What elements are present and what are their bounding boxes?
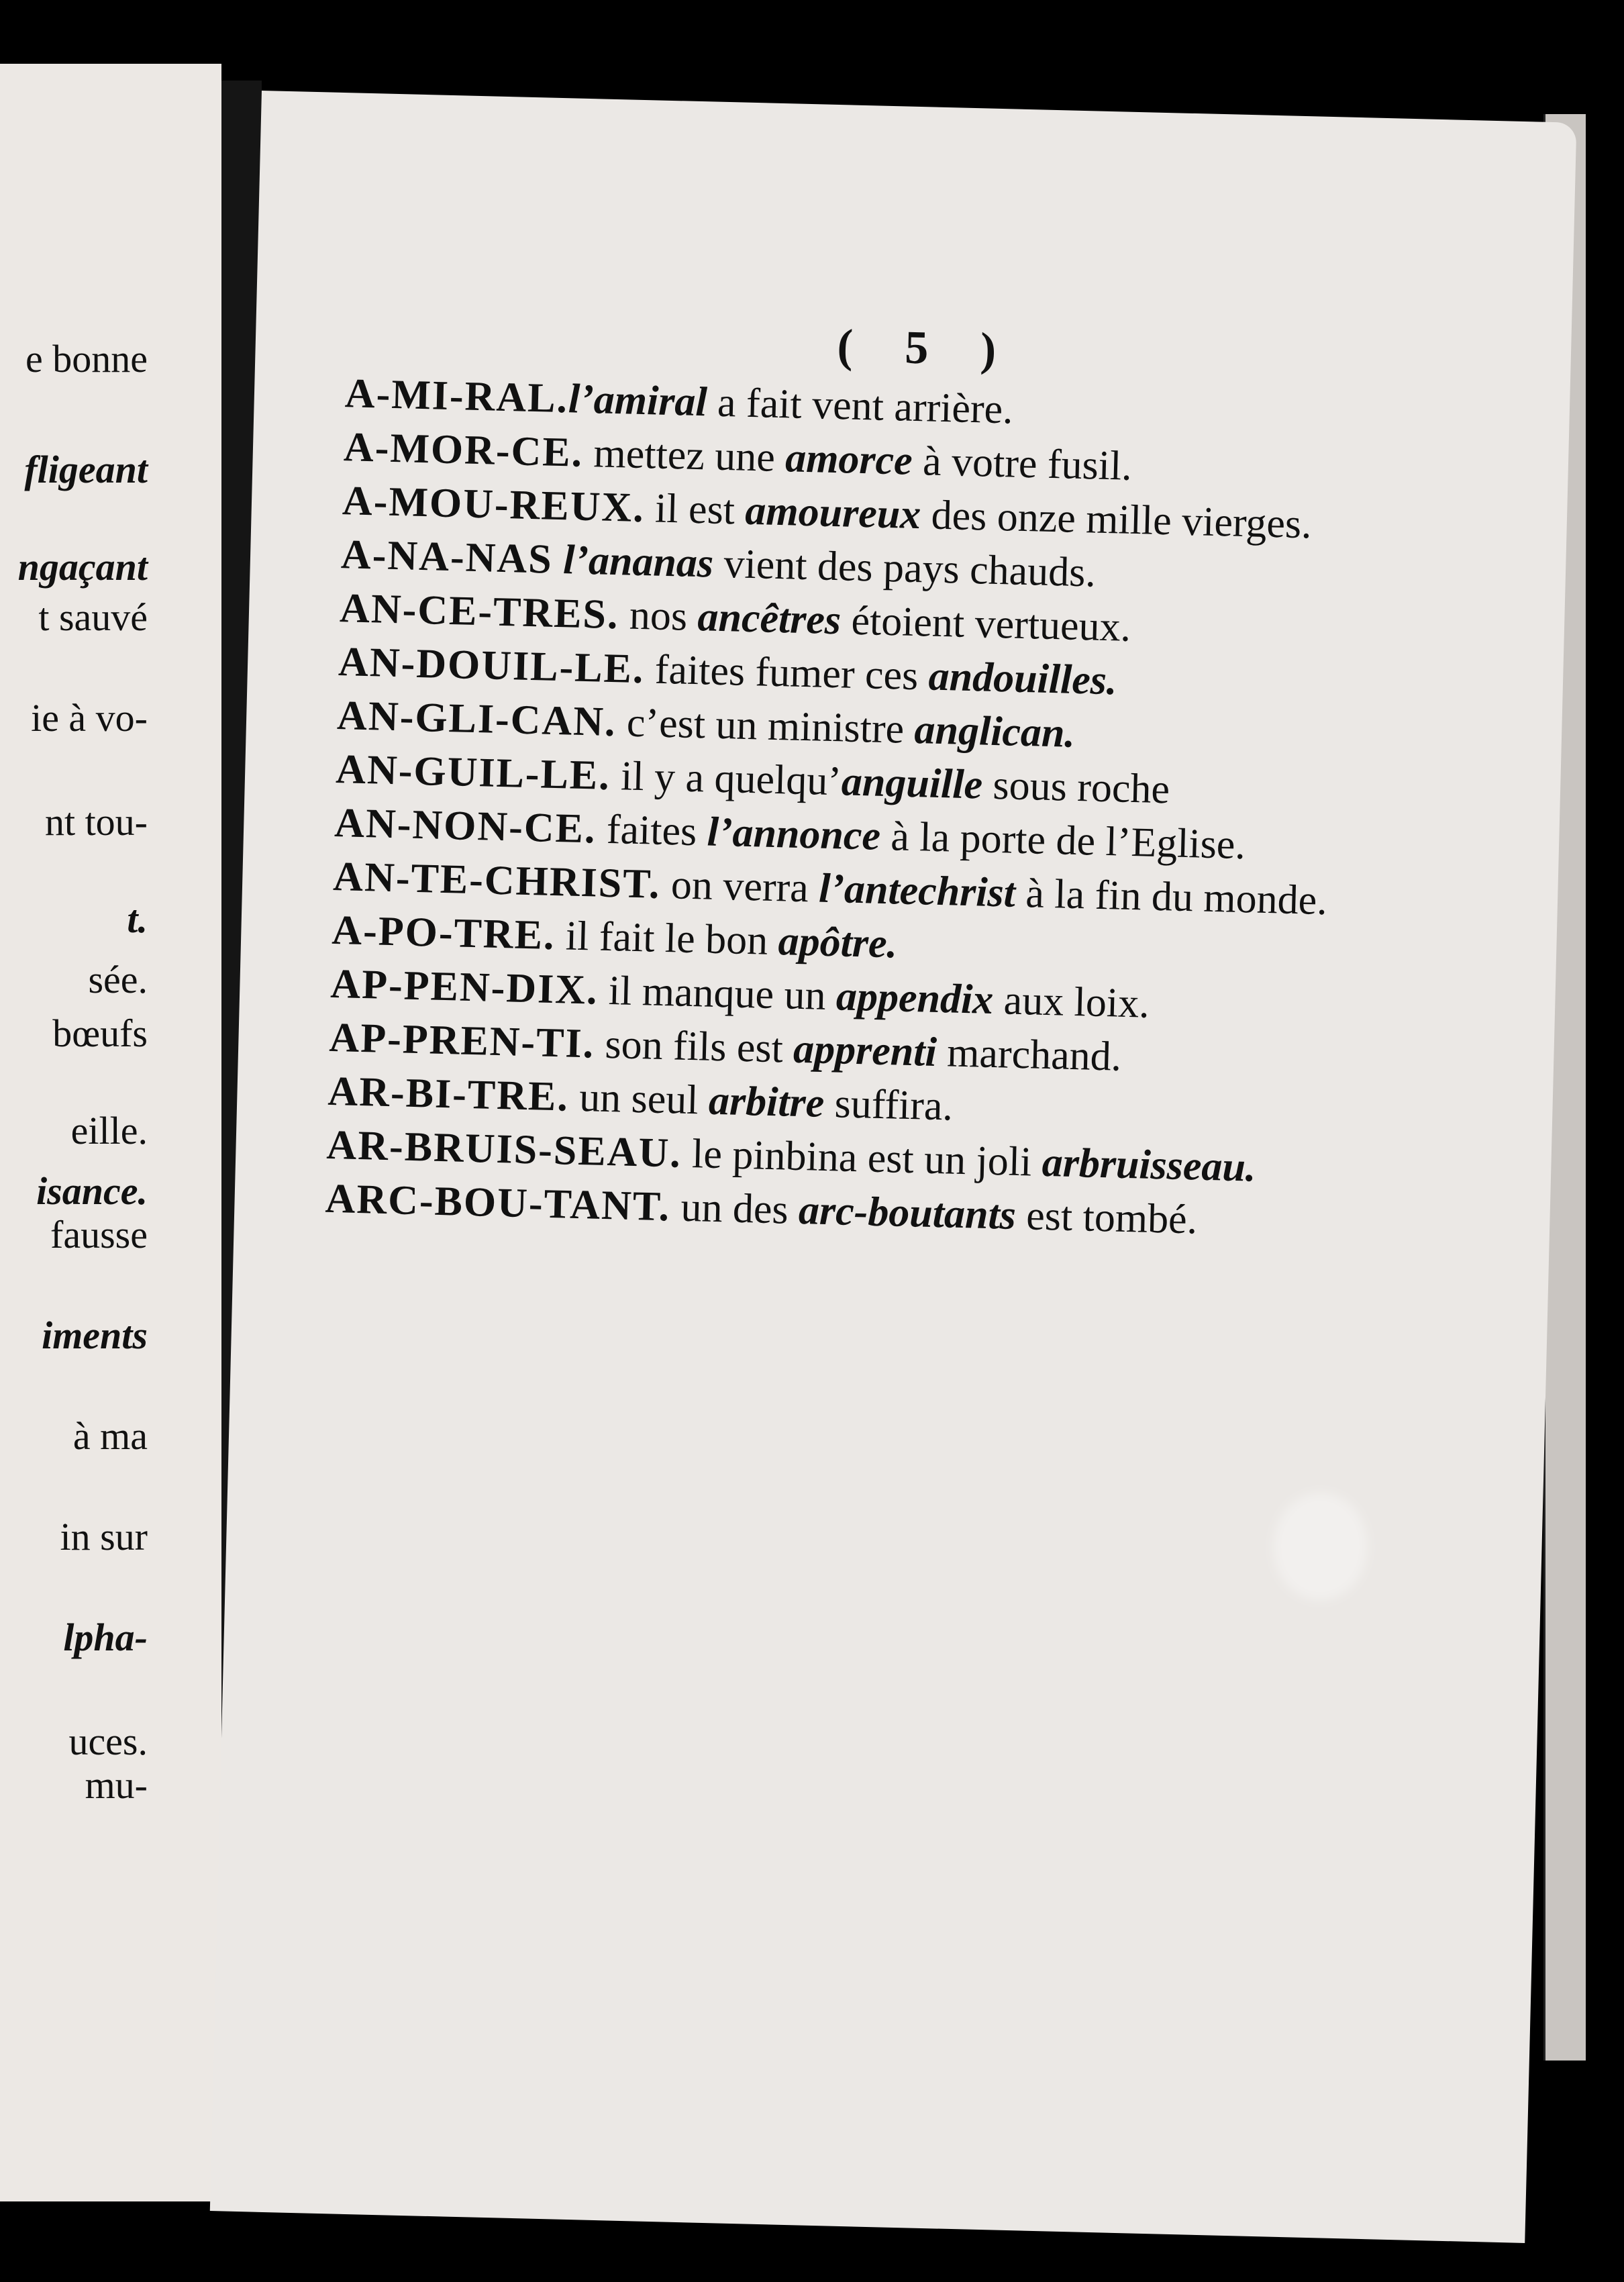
entry-text: suffira. (823, 1080, 954, 1130)
headword: AN-CE-TRES. (339, 585, 620, 638)
left-page-fragment: lpha- (63, 1616, 148, 1659)
headword: AP-PREN-TI. (328, 1014, 595, 1067)
entry-text: nos (618, 592, 699, 640)
book-page (210, 91, 1577, 2243)
left-page-fragment: à ma (72, 1414, 148, 1458)
left-page-fragment: ie à vo- (31, 696, 148, 740)
headword: AR-BRUIS-SEAU. (325, 1122, 682, 1177)
headword: AN-GLI-CAN. (336, 693, 617, 746)
left-page-fragment: uces. (68, 1720, 148, 1763)
entry-text: mettez une (582, 430, 786, 481)
entry-text: il y a quelqu’ (609, 753, 842, 805)
example-word: l’antechrist (818, 865, 1016, 916)
headword: A-MOU-REUX. (342, 478, 646, 532)
example-word: arbitre (708, 1077, 825, 1126)
left-page-fragment: iments (42, 1313, 148, 1357)
headword: ARC-BOU-TANT. (324, 1175, 671, 1230)
paper-stain (1272, 1492, 1369, 1601)
dictionary-entries (271, 366, 1392, 1252)
example-word: arc-boutants (798, 1187, 1017, 1238)
example-word: anglican. (913, 707, 1076, 756)
entry-text: un des (670, 1184, 800, 1234)
entry-text: sous roche (982, 762, 1170, 813)
page-number: ( 5 ) (836, 320, 1017, 377)
entry-text: on verra (660, 861, 820, 911)
left-page-fragment: fausse (50, 1213, 148, 1256)
headword: AN-DOUIL-LE. (338, 639, 646, 693)
left-page-fragment: nt tou- (44, 800, 148, 844)
entry-text: il manque un (597, 967, 837, 1020)
left-page-fragment: mu- (85, 1763, 148, 1807)
entry-text: à la porte de l’Eglise. (880, 813, 1246, 869)
left-page-fragment: isance. (36, 1169, 148, 1213)
entry-text: des onze mille vierges. (920, 492, 1313, 548)
entry-text: à la fin du monde. (1015, 870, 1328, 924)
entry-text: un seul (568, 1074, 709, 1124)
entry-text: marchand. (935, 1030, 1123, 1080)
left-page-fragment: t. (127, 897, 148, 941)
left-page-fragment: t sauvé (38, 595, 148, 639)
headword: AN-NON-CE. (334, 799, 597, 852)
example-word: l’amiral (568, 376, 708, 426)
example-word: l’ananas (562, 537, 714, 587)
headword: A-NA-NAS (340, 532, 554, 583)
entry-text: aux loix. (993, 977, 1150, 1027)
entry-text: c’est un ministre (615, 699, 915, 753)
example-word: apôtre. (777, 918, 898, 967)
entry-text: à votre fusil. (911, 438, 1133, 489)
headword: AN-GUIL-LE. (335, 746, 611, 799)
headword: AR-BI-TRE. (327, 1068, 570, 1120)
headword: A-MOR-CE. (343, 424, 585, 476)
entry-text: il est (644, 485, 746, 534)
entry-text: est tombé. (1015, 1192, 1199, 1243)
headword: AN-TE-CHRIST. (332, 853, 662, 907)
example-word: amorce (784, 435, 913, 484)
left-page-fragment: bœufs (52, 1011, 148, 1055)
example-word: amoureux (744, 487, 922, 538)
left-page-fragment: ngaçant (17, 545, 148, 589)
entry-text: il fait le bon (554, 913, 779, 964)
previous-page-strip (0, 64, 221, 2201)
left-page-fragment: sée. (88, 958, 148, 1001)
example-word: appendix (835, 973, 995, 1024)
entry-text: son fils est (594, 1021, 795, 1072)
example-word: ancêtres (697, 594, 842, 644)
left-page-fragment: fligeant (24, 448, 148, 491)
headword: A-PO-TRE. (331, 907, 556, 959)
entry-text: étoient vertueux. (840, 597, 1131, 650)
example-word: anguille (841, 758, 983, 808)
example-word: andouilles. (927, 653, 1118, 704)
left-page-fragment: e bonne (26, 337, 148, 381)
entry-text: faites (595, 806, 708, 855)
entry-text: vient des pays chauds. (713, 540, 1097, 596)
example-word: arbruisseau. (1042, 1139, 1257, 1191)
entry-text: faites fumer ces (644, 646, 929, 699)
example-word: apprenti (793, 1026, 937, 1075)
example-word: l’annonce (706, 809, 881, 859)
headword: AP-PEN-DIX. (329, 960, 599, 1013)
left-page-fragment: eille. (70, 1109, 148, 1152)
left-page-fragment: in sur (60, 1515, 148, 1558)
entry-text: le pinbina est un joli (680, 1130, 1043, 1185)
headword: A-MI-RAL. (344, 370, 569, 422)
entry-text: a fait vent arrière. (706, 379, 1014, 433)
